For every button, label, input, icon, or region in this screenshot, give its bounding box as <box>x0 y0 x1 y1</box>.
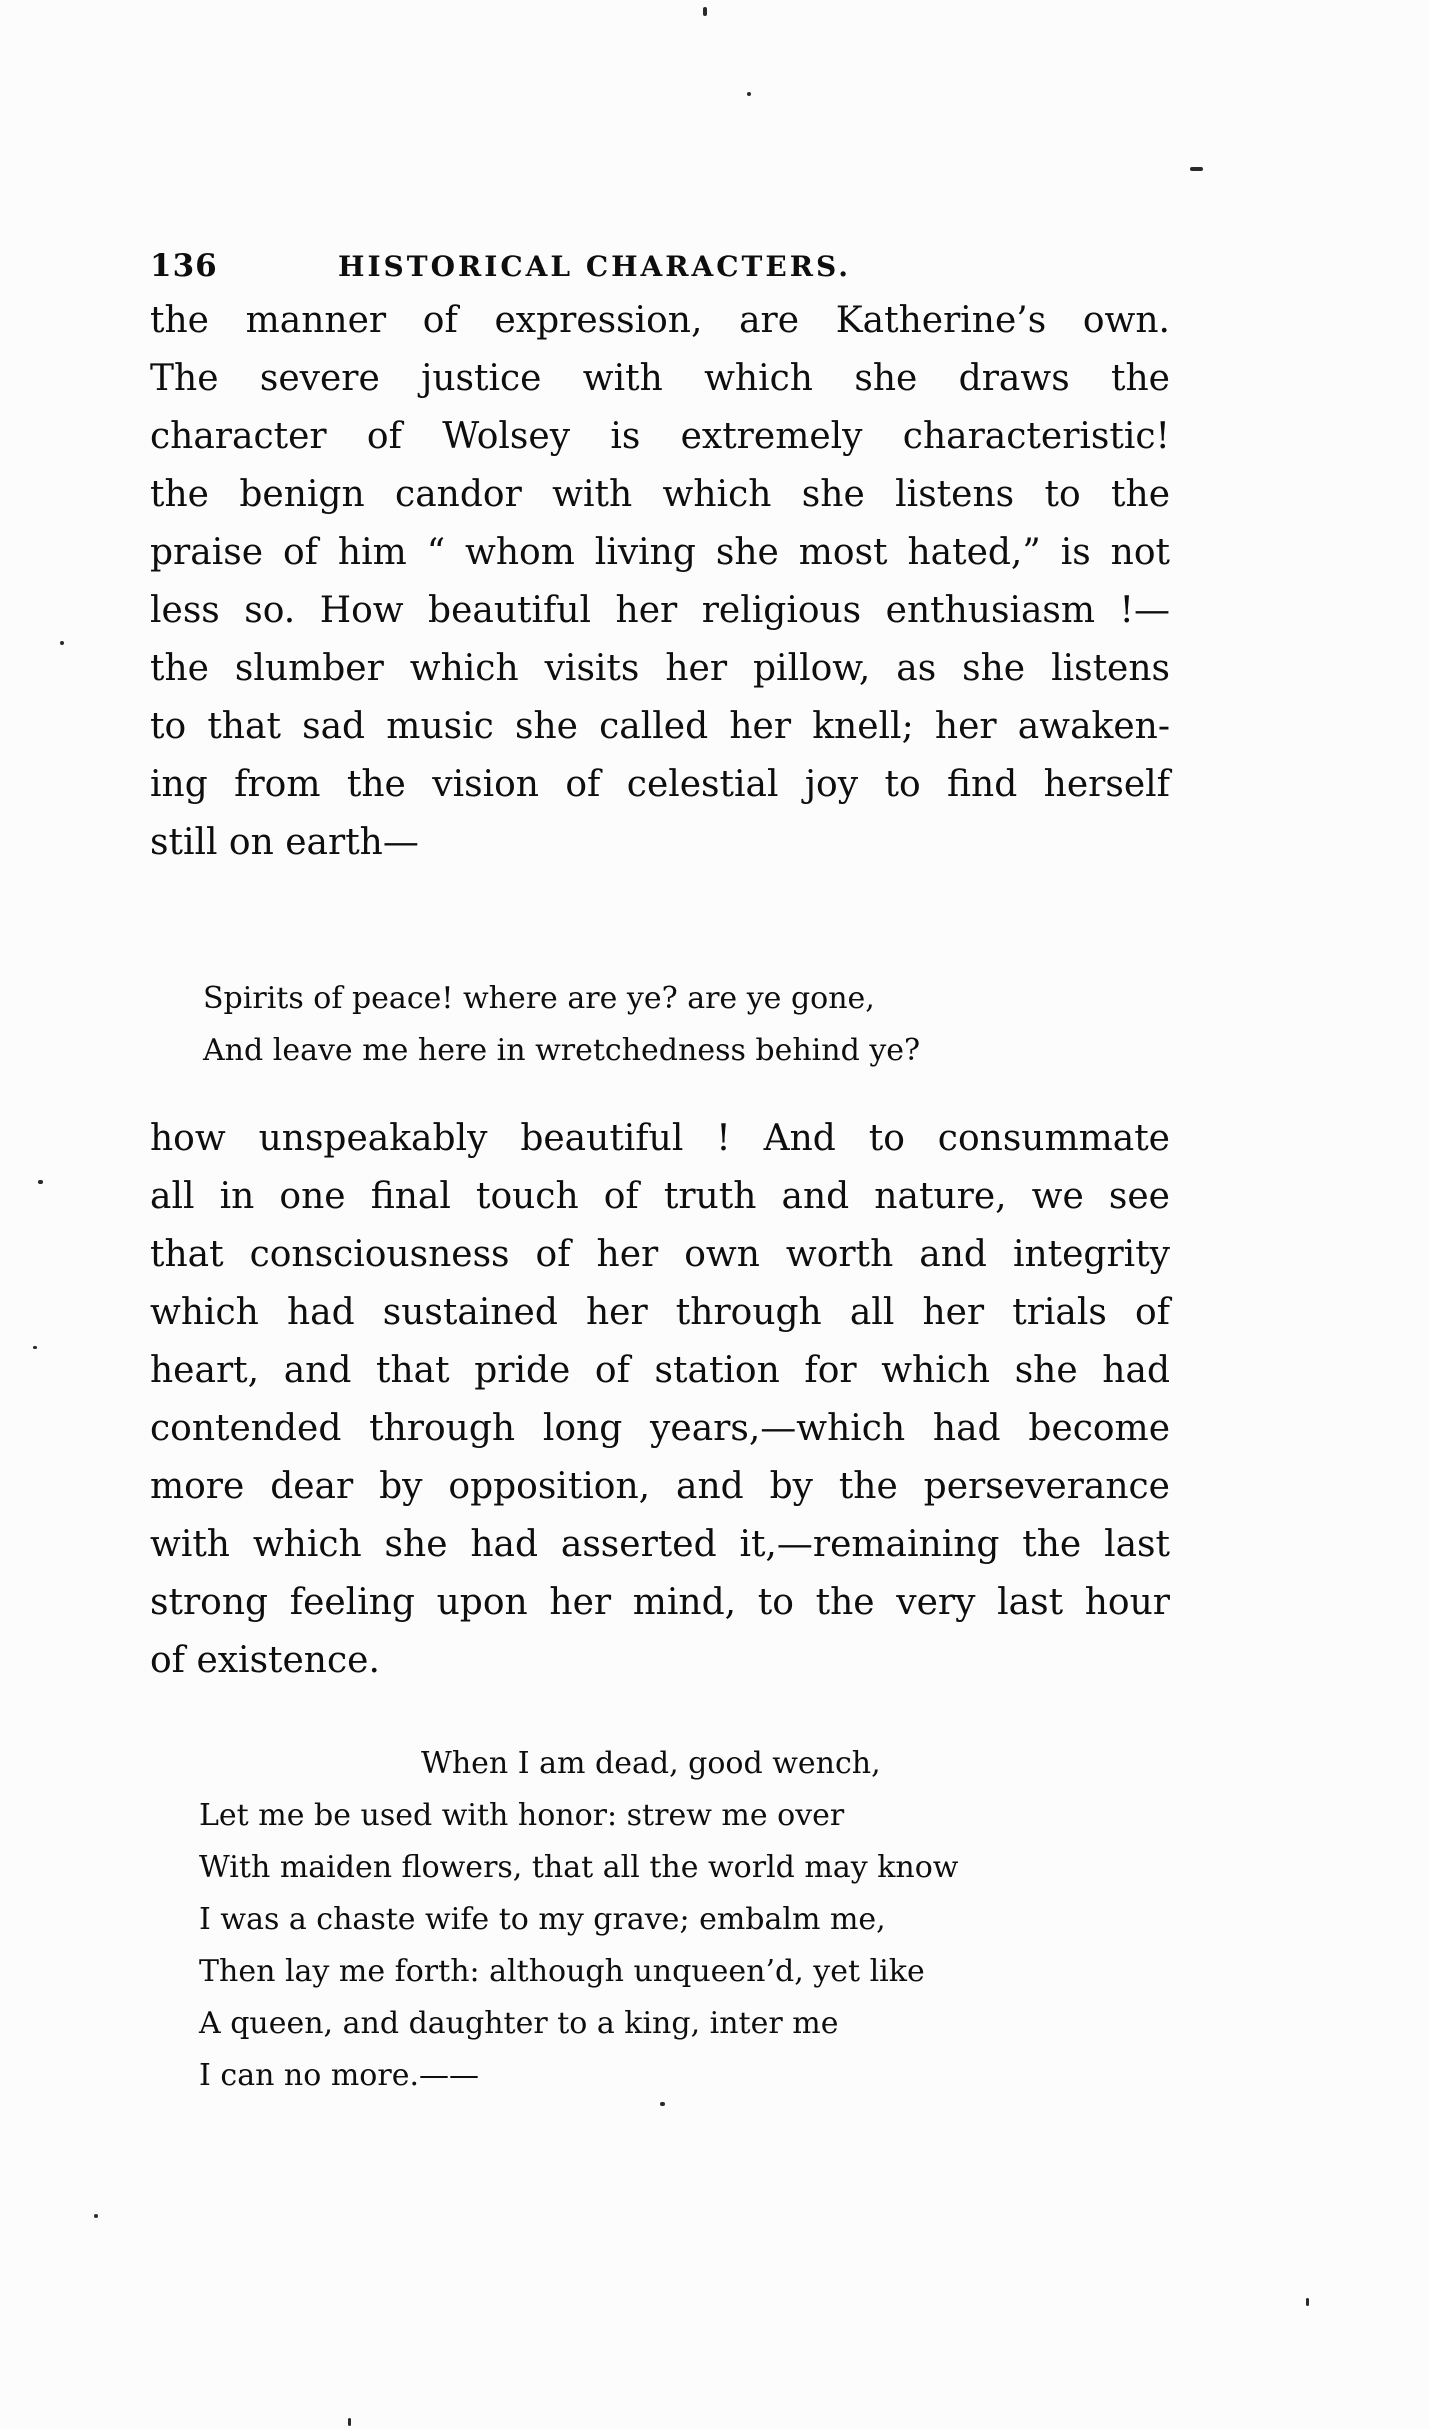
paragraph-2 <box>150 1110 1170 1690</box>
body-line: to that sad music she called her knell; her awaken- <box>150 706 1170 747</box>
verse-line: Then lay me forth: although unqueen’d, yet like <box>199 1954 925 1989</box>
body-line: praise of him “ whom living she most hated,” is not <box>150 532 1170 573</box>
verse-quote-2 <box>150 1738 1219 2102</box>
body-line: character of Wolsey is extremely characteristic! <box>150 416 1170 457</box>
body-line: the manner of expression, are Katherine’s own. <box>150 300 1170 341</box>
scan-speck <box>703 7 707 16</box>
verse-line: When I am dead, good wench, <box>421 1746 881 1781</box>
body-line: the slumber which visits her pillow, as she listens <box>150 648 1170 689</box>
verse-quote-1 <box>150 973 1223 1077</box>
scan-speck <box>60 641 64 645</box>
body-line: with which she had asserted it,—remaining the last <box>150 1524 1170 1565</box>
scan-speck <box>348 2418 351 2426</box>
body-line: that consciousness of her own worth and integrity <box>150 1234 1170 1275</box>
body-line: The severe justice with which she draws the <box>150 358 1170 399</box>
body-line: contended through long years,—which had become <box>150 1408 1170 1449</box>
body-line: still on earth— <box>150 822 419 863</box>
verse-line: I was a chaste wife to my grave; embalm me, <box>199 1902 886 1937</box>
body-line: heart, and that pride of station for which she had <box>150 1350 1170 1391</box>
body-line: how unspeakably beautiful ! And to consummate <box>150 1118 1170 1159</box>
running-header <box>150 248 1170 288</box>
scan-speck <box>747 92 751 96</box>
running-header-title: HISTORICAL CHARACTERS. <box>338 250 851 283</box>
scan-speck <box>38 1180 43 1184</box>
scan-speck <box>1306 2298 1309 2306</box>
body-line: the benign candor with which she listens to the <box>150 474 1170 515</box>
body-line: of existence. <box>150 1640 380 1681</box>
body-line: less so. How beautiful her religious enthusiasm !— <box>150 590 1170 631</box>
paragraph-1 <box>150 292 1170 872</box>
verse-line: I can no more.—— <box>199 2058 479 2093</box>
page-number: 136 <box>150 248 218 284</box>
verse-line: And leave me here in wretchedness behind ye? <box>203 1033 921 1068</box>
scan-speck <box>94 2214 98 2218</box>
scan-speck <box>33 1346 37 1349</box>
verse-line: A queen, and daughter to a king, inter me <box>199 2006 839 2041</box>
body-line: more dear by opposition, and by the perseverance <box>150 1466 1170 1507</box>
body-line: strong feeling upon her mind, to the very last hour <box>150 1582 1170 1623</box>
body-line: all in one final touch of truth and nature, we see <box>150 1176 1170 1217</box>
verse-line: Let me be used with honor: strew me over <box>199 1798 845 1833</box>
scan-speck <box>1190 167 1203 171</box>
verse-line: Spirits of peace! where are ye? are ye gone, <box>203 981 875 1016</box>
body-line: which had sustained her through all her trials of <box>150 1292 1170 1333</box>
body-line: ing from the vision of celestial joy to find herself <box>150 764 1170 805</box>
verse-line: With maiden flowers, that all the world may know <box>199 1850 959 1885</box>
scan-speck <box>660 2102 665 2106</box>
